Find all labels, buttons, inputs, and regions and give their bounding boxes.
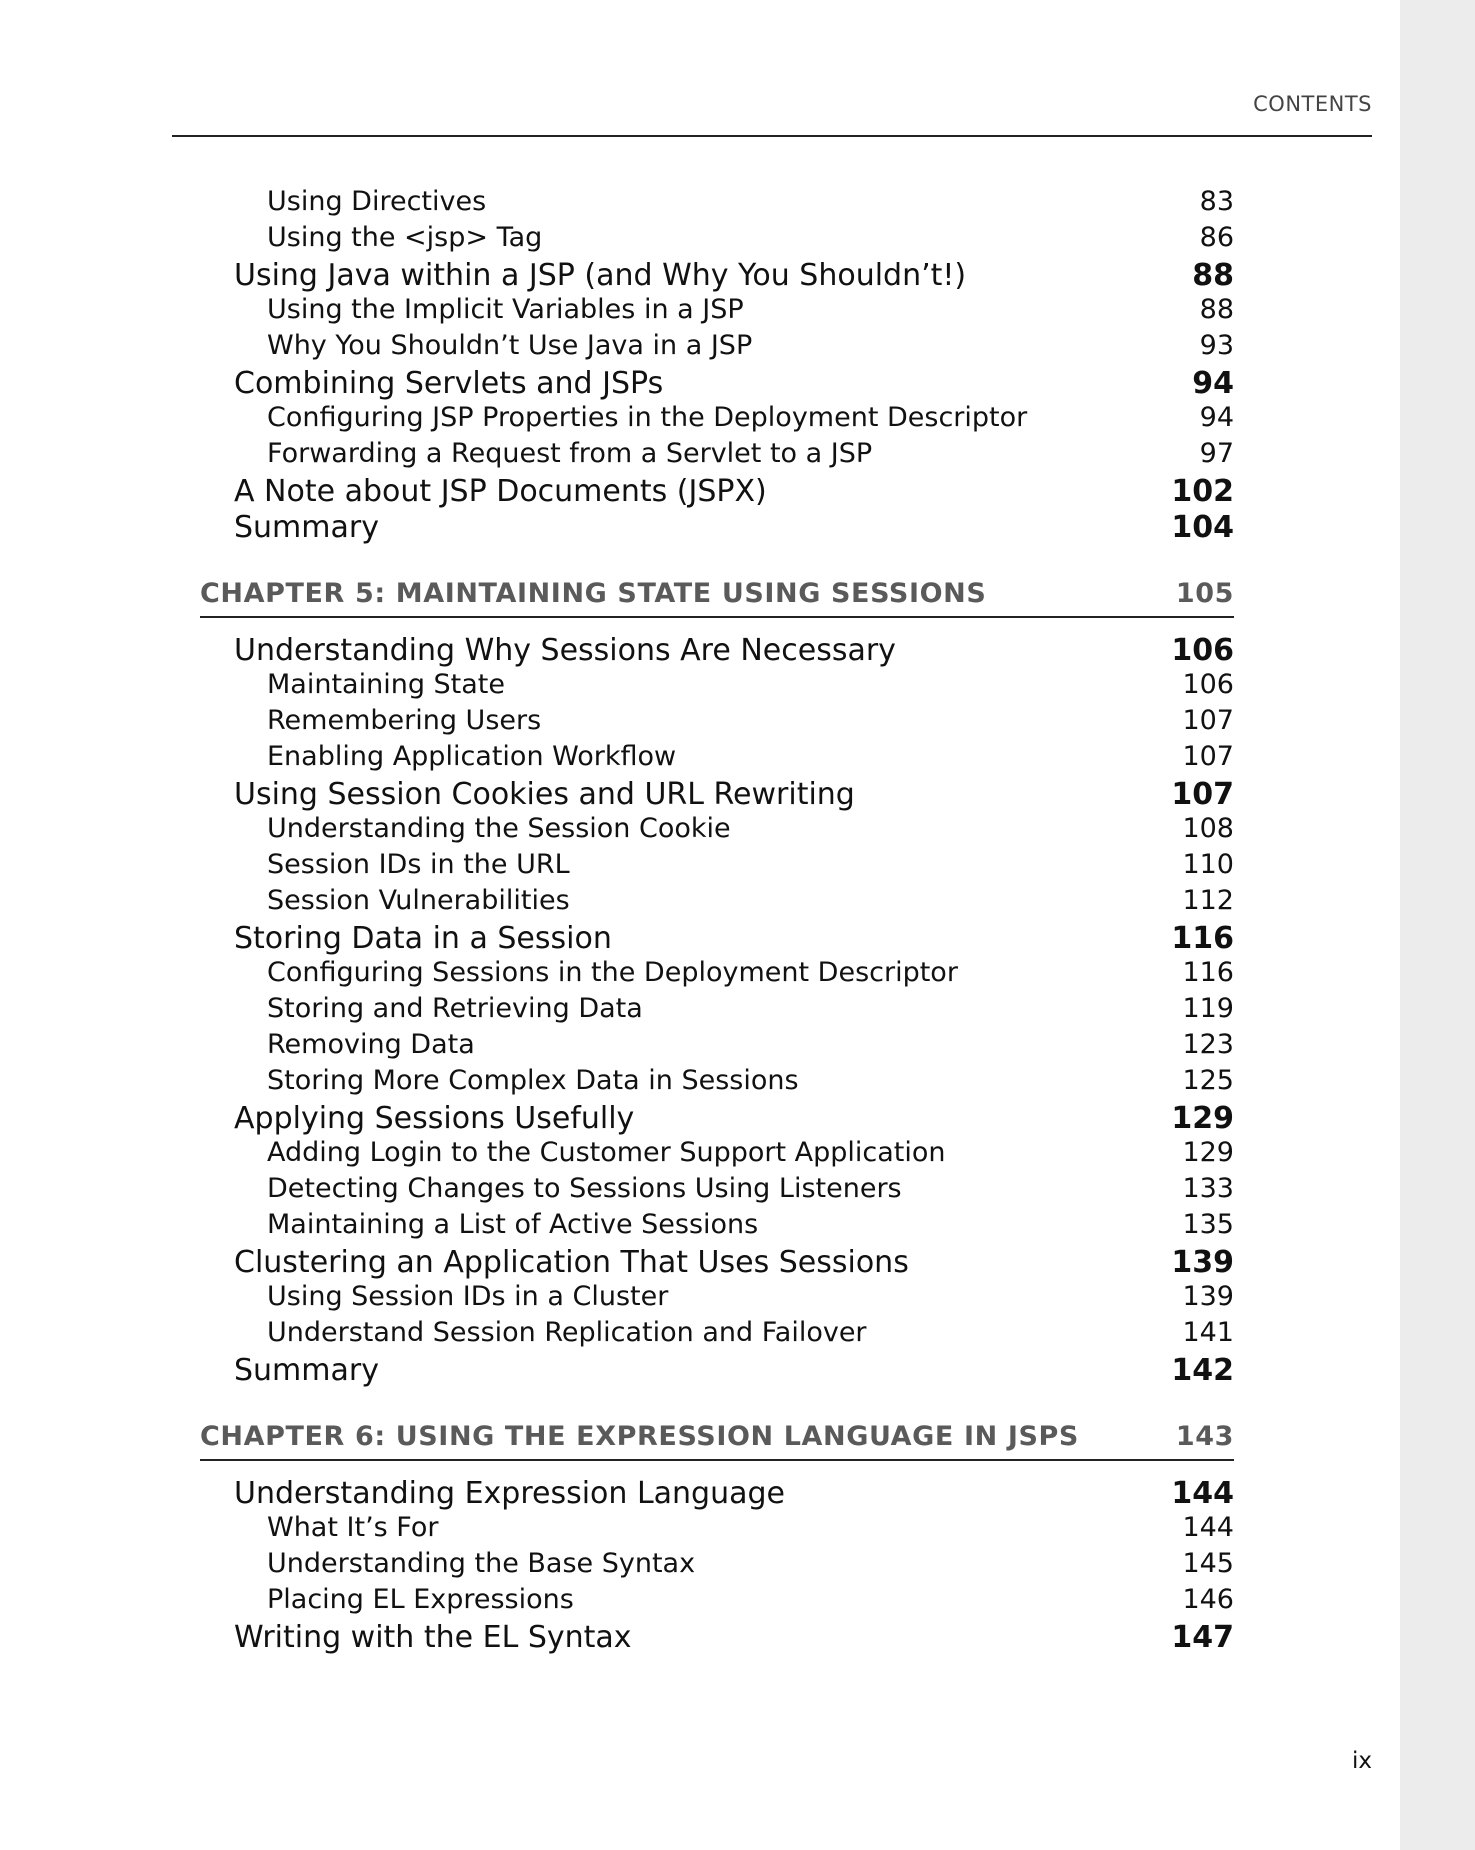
toc-entry-title: Summary <box>234 510 379 545</box>
toc-entry-page: 119 <box>1182 993 1234 1024</box>
toc-entry-title: Storing More Complex Data in Sessions <box>267 1065 799 1096</box>
toc-subsection <box>200 1317 1234 1353</box>
toc-entry-page: 116 <box>1171 921 1234 956</box>
toc-entry-page: 123 <box>1182 1029 1234 1060</box>
toc-entry-page: 110 <box>1182 849 1234 880</box>
toc-section <box>200 1101 1234 1137</box>
toc-subsection <box>200 1173 1234 1209</box>
toc-section <box>200 258 1234 294</box>
toc-entry-page: 104 <box>1171 510 1234 545</box>
toc-entry-page: 142 <box>1171 1353 1234 1388</box>
toc-entry-title: Understanding the Base Syntax <box>267 1548 696 1579</box>
toc-section <box>200 366 1234 402</box>
toc-entry-title: Storing Data in a Session <box>234 921 612 956</box>
toc-subsection <box>200 222 1234 258</box>
toc-subsection <box>200 438 1234 474</box>
toc-entry-title: Remembering Users <box>267 705 542 736</box>
toc-entry-page: 125 <box>1182 1065 1234 1096</box>
toc-entry-page: 88 <box>1199 294 1234 325</box>
chapter-heading <box>200 570 1234 618</box>
toc-section <box>200 1245 1234 1281</box>
toc-section <box>200 1476 1234 1512</box>
toc-entry-page: 112 <box>1182 885 1234 916</box>
toc-entry-page: 139 <box>1171 1245 1234 1280</box>
running-head: CONTENTS <box>1253 92 1372 116</box>
toc-entry-page: 129 <box>1171 1101 1234 1136</box>
toc-subsection <box>200 1065 1234 1101</box>
toc-entry-title: Enabling Application Workflow <box>267 741 677 772</box>
toc-entry-page: 107 <box>1182 705 1234 736</box>
toc-entry-page: 94 <box>1192 366 1234 401</box>
toc-entry-title: Removing Data <box>267 1029 475 1060</box>
toc-subsection <box>200 1281 1234 1317</box>
toc-subsection <box>200 1584 1234 1620</box>
toc-entry-title: Using Session Cookies and URL Rewriting <box>234 777 855 812</box>
toc-entry-title: CHAPTER 6: USING THE EXPRESSION LANGUAGE IN JSPS <box>200 1420 1079 1452</box>
toc-entry-page: 133 <box>1182 1173 1234 1204</box>
toc-entry-page: 106 <box>1182 669 1234 700</box>
toc-entry-page: 139 <box>1182 1281 1234 1312</box>
toc-entry-title: Maintaining a List of Active Sessions <box>267 1209 759 1240</box>
toc-entry-title: Summary <box>234 1353 379 1388</box>
toc-entry-title: Combining Servlets and JSPs <box>234 366 664 401</box>
toc-entry-page: 86 <box>1199 222 1234 253</box>
toc-entry-page: 105 <box>1175 577 1234 609</box>
toc-subsection <box>200 1512 1234 1548</box>
toc-entry-page: 146 <box>1182 1584 1234 1615</box>
toc-section <box>200 1620 1234 1656</box>
toc-entry-page: 94 <box>1199 402 1234 433</box>
toc-entry-page: 106 <box>1171 633 1234 668</box>
toc-subsection <box>200 402 1234 438</box>
toc-entry-page: 93 <box>1199 330 1234 361</box>
toc-entry-title: Clustering an Application That Uses Sessions <box>234 1245 909 1280</box>
toc-entry-page: 147 <box>1171 1620 1234 1655</box>
toc-entry-page: 107 <box>1182 741 1234 772</box>
toc-subsection <box>200 993 1234 1029</box>
table-of-contents <box>200 186 1234 1656</box>
toc-section <box>200 1353 1234 1389</box>
toc-entry-title: Configuring JSP Properties in the Deployment Descriptor <box>267 402 1028 433</box>
toc-subsection <box>200 813 1234 849</box>
toc-subsection <box>200 1029 1234 1065</box>
toc-entry-page: 116 <box>1182 957 1234 988</box>
toc-entry-title: Adding Login to the Customer Support Application <box>267 1137 946 1168</box>
toc-entry-page: 144 <box>1171 1476 1234 1511</box>
toc-subsection <box>200 849 1234 885</box>
toc-entry-title: Why You Shouldn’t Use Java in a JSP <box>267 330 753 361</box>
toc-entry-title: Forwarding a Request from a Servlet to a JSP <box>267 438 873 469</box>
toc-entry-title: Understand Session Replication and Failover <box>267 1317 867 1348</box>
toc-entry-title: Using Session IDs in a Cluster <box>267 1281 669 1312</box>
toc-entry-title: Writing with the EL Syntax <box>234 1620 632 1655</box>
toc-subsection <box>200 1209 1234 1245</box>
toc-section <box>200 510 1234 546</box>
toc-entry-page: 143 <box>1175 1420 1234 1452</box>
toc-section <box>200 921 1234 957</box>
toc-subsection <box>200 957 1234 993</box>
toc-entry-title: Understanding Expression Language <box>234 1476 786 1511</box>
toc-entry-title: Session Vulnerabilities <box>267 885 570 916</box>
toc-subsection <box>200 741 1234 777</box>
toc-entry-title: Using Directives <box>267 186 487 217</box>
toc-subsection <box>200 885 1234 921</box>
toc-section <box>200 474 1234 510</box>
toc-entry-title: Session IDs in the URL <box>267 849 570 880</box>
toc-entry-page: 107 <box>1171 777 1234 812</box>
toc-subsection <box>200 705 1234 741</box>
toc-entry-title: CHAPTER 5: MAINTAINING STATE USING SESSIONS <box>200 577 987 609</box>
toc-subsection <box>200 1548 1234 1584</box>
toc-subsection <box>200 294 1234 330</box>
toc-section <box>200 633 1234 669</box>
toc-entry-page: 97 <box>1199 438 1234 469</box>
toc-entry-page: 144 <box>1182 1512 1234 1543</box>
toc-entry-page: 88 <box>1192 258 1234 293</box>
toc-entry-page: 145 <box>1182 1548 1234 1579</box>
toc-entry-title: Using the Implicit Variables in a JSP <box>267 294 744 325</box>
toc-entry-title: Using Java within a JSP (and Why You Shouldn’t!) <box>234 258 967 293</box>
chapter-heading <box>200 1413 1234 1461</box>
toc-entry-title: Using the <jsp> Tag <box>267 222 543 253</box>
toc-entry-page: 129 <box>1182 1137 1234 1168</box>
toc-entry-title: Applying Sessions Usefully <box>234 1101 635 1136</box>
toc-entry-title: Understanding Why Sessions Are Necessary <box>234 633 896 668</box>
toc-entry-page: 102 <box>1171 474 1234 509</box>
toc-entry-title: Maintaining State <box>267 669 506 700</box>
toc-subsection <box>200 1137 1234 1173</box>
toc-subsection <box>200 669 1234 705</box>
toc-subsection <box>200 330 1234 366</box>
toc-entry-title: Placing EL Expressions <box>267 1584 574 1615</box>
page-number: ix <box>1351 1748 1372 1774</box>
toc-entry-title: Storing and Retrieving Data <box>267 993 643 1024</box>
page-gutter <box>1400 0 1475 1850</box>
toc-entry-title: What It’s For <box>267 1512 439 1543</box>
toc-section <box>200 777 1234 813</box>
toc-entry-title: Configuring Sessions in the Deployment Descriptor <box>267 957 958 988</box>
toc-entry-page: 141 <box>1182 1317 1234 1348</box>
toc-entry-title: Detecting Changes to Sessions Using Listeners <box>267 1173 902 1204</box>
toc-subsection <box>200 186 1234 222</box>
toc-entry-page: 83 <box>1199 186 1234 217</box>
toc-entry-page: 108 <box>1182 813 1234 844</box>
toc-entry-title: Understanding the Session Cookie <box>267 813 731 844</box>
toc-entry-page: 135 <box>1182 1209 1234 1240</box>
header-rule <box>172 135 1372 137</box>
toc-entry-title: A Note about JSP Documents (JSPX) <box>234 474 767 509</box>
